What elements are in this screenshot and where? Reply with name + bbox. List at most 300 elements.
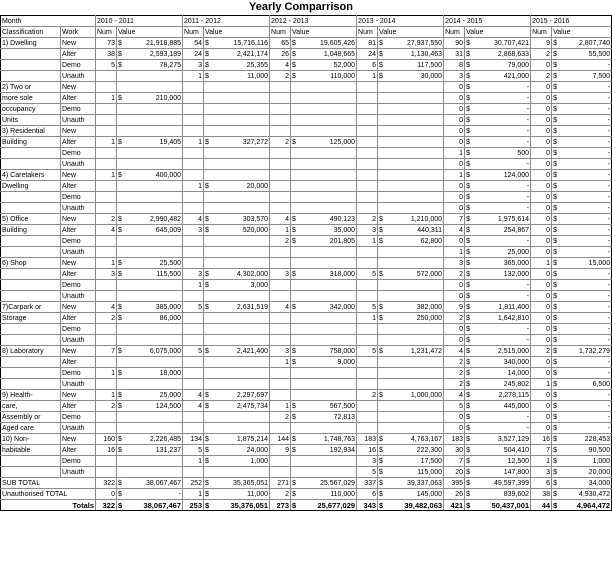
value-cell — [127, 423, 183, 434]
currency-cell: $ — [552, 159, 562, 170]
num-cell: 183 — [444, 434, 465, 445]
value-cell — [127, 357, 183, 368]
currency-cell: $ — [465, 71, 475, 82]
currency-cell — [204, 159, 214, 170]
num-cell — [183, 236, 204, 247]
num-cell: 5 — [96, 60, 117, 71]
num-cell: 1 — [444, 247, 465, 258]
num-cell — [357, 357, 378, 368]
num-header: Num — [444, 27, 465, 38]
table-row — [1, 49, 612, 60]
value-cell: 25,500 — [127, 258, 183, 269]
currency-cell: $ — [465, 346, 475, 357]
currency-cell — [291, 390, 301, 401]
currency-cell — [378, 137, 388, 148]
num-cell: 4 — [183, 390, 204, 401]
currency-cell: $ — [204, 49, 214, 60]
subtotal-row — [1, 478, 612, 489]
currency-cell — [117, 126, 127, 137]
value-cell: 2,807,740 — [562, 38, 612, 49]
work-cell: New — [61, 126, 96, 137]
totals-row-label: Totals — [1, 500, 96, 511]
work-cell: Alter — [61, 49, 96, 60]
value-cell — [127, 104, 183, 115]
value-cell — [214, 324, 270, 335]
num-cell — [357, 412, 378, 423]
num-cell: 0 — [531, 148, 552, 159]
table-row — [1, 214, 612, 225]
value-cell — [388, 423, 444, 434]
value-cell: - — [562, 412, 612, 423]
currency-cell: $ — [117, 434, 127, 445]
currency-cell — [291, 324, 301, 335]
num-header: Num — [183, 27, 204, 38]
currency-cell — [117, 291, 127, 302]
classification-cell: habitable — [1, 445, 61, 456]
currency-cell: $ — [465, 214, 475, 225]
value-cell: 50,437,001 — [475, 500, 531, 511]
classification-cell: more sole — [1, 93, 61, 104]
currency-cell: $ — [552, 137, 562, 148]
num-cell: 24 — [357, 49, 378, 60]
num-cell: 0 — [531, 291, 552, 302]
num-cell — [357, 291, 378, 302]
currency-cell: $ — [378, 269, 388, 280]
num-cell — [357, 115, 378, 126]
num-cell — [357, 423, 378, 434]
currency-cell: $ — [552, 203, 562, 214]
num-cell — [96, 379, 117, 390]
table-row — [1, 280, 612, 291]
num-cell: 0 — [531, 192, 552, 203]
currency-cell — [204, 93, 214, 104]
work-cell: Demo — [61, 192, 96, 203]
num-cell: 1 — [531, 258, 552, 269]
value-cell: 20,000 — [214, 181, 270, 192]
table-row — [1, 60, 612, 71]
value-cell — [301, 280, 357, 291]
num-cell: 0 — [531, 60, 552, 71]
currency-cell: $ — [552, 335, 562, 346]
value-cell: - — [475, 104, 531, 115]
num-cell — [183, 412, 204, 423]
work-cell: Alter — [61, 269, 96, 280]
classification-cell — [1, 203, 61, 214]
work-cell: New — [61, 302, 96, 313]
value-cell: 35,376,051 — [214, 500, 270, 511]
value-cell: 758,000 — [301, 346, 357, 357]
currency-cell — [378, 93, 388, 104]
currency-cell: $ — [378, 478, 388, 489]
classification-cell: 8) Laboratory — [1, 346, 61, 357]
value-cell: 2,990,482 — [127, 214, 183, 225]
currency-cell — [117, 181, 127, 192]
num-cell — [357, 203, 378, 214]
currency-cell: $ — [465, 379, 475, 390]
num-cell: 1 — [444, 170, 465, 181]
num-cell: 1 — [357, 71, 378, 82]
num-cell: 5 — [357, 346, 378, 357]
currency-cell: $ — [465, 412, 475, 423]
value-cell: 12,500 — [475, 456, 531, 467]
num-cell: 5 — [183, 346, 204, 357]
num-cell: 273 — [270, 500, 291, 511]
value-cell — [214, 467, 270, 478]
table-row — [1, 126, 612, 137]
num-cell: 38 — [96, 49, 117, 60]
work-cell: Unauth — [61, 71, 96, 82]
num-cell: 2 — [444, 269, 465, 280]
num-cell — [270, 115, 291, 126]
num-cell: 2 — [531, 71, 552, 82]
num-cell — [96, 203, 117, 214]
currency-cell — [204, 115, 214, 126]
currency-cell — [291, 115, 301, 126]
value-cell — [214, 203, 270, 214]
num-header: Num — [357, 27, 378, 38]
value-cell: 11,000 — [214, 71, 270, 82]
table-row — [1, 456, 612, 467]
num-cell: 1 — [183, 489, 204, 500]
num-cell — [270, 390, 291, 401]
value-cell: 38,067,467 — [127, 478, 183, 489]
currency-cell: $ — [117, 269, 127, 280]
currency-cell: $ — [378, 60, 388, 71]
value-cell: 25,000 — [127, 390, 183, 401]
currency-cell: $ — [378, 489, 388, 500]
num-cell — [96, 192, 117, 203]
currency-cell — [378, 192, 388, 203]
value-cell: 19,405 — [127, 137, 183, 148]
value-cell: - — [475, 291, 531, 302]
num-cell: 253 — [183, 500, 204, 511]
currency-cell — [378, 357, 388, 368]
num-cell: 90 — [444, 38, 465, 49]
classification-cell: care, — [1, 401, 61, 412]
value-cell — [127, 467, 183, 478]
num-cell — [270, 181, 291, 192]
num-cell — [183, 148, 204, 159]
num-cell — [96, 159, 117, 170]
num-cell: 5 — [357, 302, 378, 313]
num-cell: 5 — [357, 269, 378, 280]
num-cell: 0 — [531, 335, 552, 346]
currency-cell: $ — [117, 346, 127, 357]
currency-cell: $ — [465, 324, 475, 335]
value-cell — [388, 203, 444, 214]
num-cell — [96, 456, 117, 467]
currency-cell — [291, 104, 301, 115]
value-cell: 342,000 — [301, 302, 357, 313]
num-cell: 1 — [96, 368, 117, 379]
currency-cell: $ — [378, 346, 388, 357]
currency-cell — [291, 93, 301, 104]
table-row — [1, 93, 612, 104]
value-cell: 30,000 — [388, 71, 444, 82]
currency-cell: $ — [465, 115, 475, 126]
currency-cell: $ — [378, 467, 388, 478]
work-cell: Alter — [61, 357, 96, 368]
work-cell: Unauth — [61, 379, 96, 390]
num-cell — [183, 203, 204, 214]
num-cell — [357, 93, 378, 104]
value-cell: 250,000 — [388, 313, 444, 324]
value-header: Value — [204, 27, 270, 38]
value-cell — [127, 126, 183, 137]
value-cell — [388, 379, 444, 390]
num-cell — [270, 379, 291, 390]
value-cell — [214, 104, 270, 115]
num-cell — [96, 467, 117, 478]
value-cell — [214, 412, 270, 423]
value-cell: 2,631,519 — [214, 302, 270, 313]
num-cell: 0 — [96, 489, 117, 500]
currency-cell: $ — [378, 49, 388, 60]
currency-cell — [204, 236, 214, 247]
num-cell: 1 — [357, 236, 378, 247]
num-cell: 4 — [96, 302, 117, 313]
value-cell — [127, 181, 183, 192]
num-cell: 2 — [531, 49, 552, 60]
num-cell: 5 — [183, 445, 204, 456]
currency-cell: $ — [117, 489, 127, 500]
currency-cell — [204, 423, 214, 434]
work-cell: Unauth — [61, 423, 96, 434]
value-cell — [214, 148, 270, 159]
currency-cell: $ — [117, 401, 127, 412]
num-cell: 0 — [444, 93, 465, 104]
num-cell: 4 — [270, 214, 291, 225]
table-row — [1, 357, 612, 368]
value-cell — [301, 368, 357, 379]
currency-cell — [378, 126, 388, 137]
currency-cell — [378, 280, 388, 291]
value-cell: 1,811,400 — [475, 302, 531, 313]
value-cell: - — [562, 60, 612, 71]
work-cell: Unauth — [61, 115, 96, 126]
currency-cell — [117, 192, 127, 203]
currency-cell: $ — [204, 71, 214, 82]
currency-cell: $ — [465, 456, 475, 467]
num-cell: 6 — [531, 478, 552, 489]
value-cell: - — [562, 335, 612, 346]
currency-cell — [291, 181, 301, 192]
value-cell: 20,000 — [562, 467, 612, 478]
currency-cell — [291, 335, 301, 346]
value-cell: 445,000 — [475, 401, 531, 412]
num-cell: 4 — [183, 401, 204, 412]
value-cell: 124,000 — [475, 170, 531, 181]
num-cell — [183, 379, 204, 390]
currency-cell: $ — [465, 368, 475, 379]
value-cell — [388, 137, 444, 148]
work-cell: Demo — [61, 148, 96, 159]
currency-cell: $ — [552, 412, 562, 423]
currency-cell: $ — [552, 313, 562, 324]
value-cell — [301, 82, 357, 93]
value-cell: 79,000 — [475, 60, 531, 71]
num-cell: 5 — [183, 302, 204, 313]
table-row — [1, 203, 612, 214]
currency-cell — [378, 148, 388, 159]
classification-cell — [1, 49, 61, 60]
num-cell — [270, 368, 291, 379]
value-cell: 21,918,885 — [127, 38, 183, 49]
value-header: Value — [291, 27, 357, 38]
currency-cell: $ — [552, 478, 562, 489]
value-cell — [388, 170, 444, 181]
currency-cell — [117, 148, 127, 159]
currency-cell — [204, 203, 214, 214]
currency-cell: $ — [552, 258, 562, 269]
num-cell — [357, 181, 378, 192]
value-cell — [127, 159, 183, 170]
value-cell — [388, 412, 444, 423]
value-cell: 4,763,167 — [388, 434, 444, 445]
currency-cell — [291, 159, 301, 170]
currency-cell: $ — [117, 258, 127, 269]
num-cell — [96, 324, 117, 335]
table-row — [1, 104, 612, 115]
work-header: Work — [61, 27, 96, 38]
value-cell: 1,000 — [562, 456, 612, 467]
year-header: 2010 - 2011 — [96, 16, 183, 27]
num-cell: 4 — [444, 346, 465, 357]
value-cell — [214, 82, 270, 93]
value-cell: 4,302,000 — [214, 269, 270, 280]
value-cell: 3,527,129 — [475, 434, 531, 445]
currency-cell: $ — [204, 445, 214, 456]
num-cell: 1 — [96, 137, 117, 148]
value-cell — [214, 247, 270, 258]
work-cell: Unauth — [61, 247, 96, 258]
num-cell — [183, 258, 204, 269]
num-cell: 2 — [96, 313, 117, 324]
currency-cell — [117, 357, 127, 368]
num-cell — [270, 324, 291, 335]
num-cell: 2 — [270, 412, 291, 423]
currency-cell — [204, 291, 214, 302]
work-cell: Alter — [61, 445, 96, 456]
currency-cell: $ — [204, 181, 214, 192]
value-cell — [301, 258, 357, 269]
value-cell: 35,000 — [301, 225, 357, 236]
num-cell: 0 — [531, 104, 552, 115]
currency-cell — [378, 335, 388, 346]
currency-cell: $ — [552, 126, 562, 137]
currency-cell: $ — [117, 93, 127, 104]
value-cell — [127, 115, 183, 126]
currency-cell — [117, 104, 127, 115]
currency-cell — [378, 291, 388, 302]
work-cell: Alter — [61, 137, 96, 148]
num-cell — [183, 93, 204, 104]
num-cell: 0 — [531, 247, 552, 258]
classification-cell — [1, 379, 61, 390]
num-cell: 0 — [531, 82, 552, 93]
num-cell: 0 — [531, 357, 552, 368]
num-cell — [357, 159, 378, 170]
num-cell: 0 — [531, 269, 552, 280]
value-cell: 1,975,614 — [475, 214, 531, 225]
currency-cell: $ — [378, 225, 388, 236]
value-cell — [127, 280, 183, 291]
value-cell: - — [562, 236, 612, 247]
currency-cell: $ — [465, 148, 475, 159]
value-cell: - — [562, 181, 612, 192]
value-cell — [214, 236, 270, 247]
value-cell: - — [475, 115, 531, 126]
value-cell: 6,075,000 — [127, 346, 183, 357]
currency-cell: $ — [117, 137, 127, 148]
currency-cell — [117, 335, 127, 346]
num-cell: 81 — [357, 38, 378, 49]
work-cell: New — [61, 170, 96, 181]
currency-cell: $ — [204, 500, 214, 511]
value-cell: 131,237 — [127, 445, 183, 456]
currency-cell — [204, 104, 214, 115]
currency-cell: $ — [204, 38, 214, 49]
value-cell — [127, 203, 183, 214]
currency-cell: $ — [465, 434, 475, 445]
currency-cell: $ — [291, 38, 301, 49]
currency-cell: $ — [465, 247, 475, 258]
num-cell: 1 — [96, 390, 117, 401]
value-cell: - — [562, 280, 612, 291]
num-cell — [270, 456, 291, 467]
currency-cell: $ — [291, 214, 301, 225]
num-cell: 16 — [96, 445, 117, 456]
currency-cell: $ — [291, 71, 301, 82]
value-cell: 1,048,665 — [301, 49, 357, 60]
value-cell: - — [475, 236, 531, 247]
currency-cell: $ — [291, 49, 301, 60]
value-cell: 2,297,697 — [214, 390, 270, 401]
num-cell: 1 — [96, 170, 117, 181]
num-cell: 0 — [531, 170, 552, 181]
currency-cell — [117, 456, 127, 467]
value-cell — [214, 115, 270, 126]
num-cell: 5 — [357, 467, 378, 478]
num-cell — [183, 82, 204, 93]
currency-cell: $ — [378, 313, 388, 324]
currency-cell: $ — [465, 489, 475, 500]
num-cell: 3 — [444, 258, 465, 269]
currency-cell — [204, 148, 214, 159]
num-cell — [357, 335, 378, 346]
num-cell: 7 — [531, 445, 552, 456]
value-cell — [301, 170, 357, 181]
unauthorised-total-row-label: Unauthorised TOTAL — [1, 489, 96, 500]
classification-cell — [1, 236, 61, 247]
classification-cell — [1, 247, 61, 258]
num-cell: 24 — [183, 49, 204, 60]
currency-cell: $ — [117, 445, 127, 456]
currency-cell: $ — [552, 104, 562, 115]
year-header: 2011 - 2012 — [183, 16, 270, 27]
value-cell: 567,500 — [301, 401, 357, 412]
classification-cell: 5) Office — [1, 214, 61, 225]
table-row — [1, 313, 612, 324]
num-cell: 1 — [270, 401, 291, 412]
value-cell: - — [475, 181, 531, 192]
currency-cell: $ — [378, 445, 388, 456]
num-cell: 44 — [531, 500, 552, 511]
value-cell — [127, 82, 183, 93]
value-cell: 1,130,463 — [388, 49, 444, 60]
value-cell — [301, 467, 357, 478]
num-cell: 4 — [183, 214, 204, 225]
